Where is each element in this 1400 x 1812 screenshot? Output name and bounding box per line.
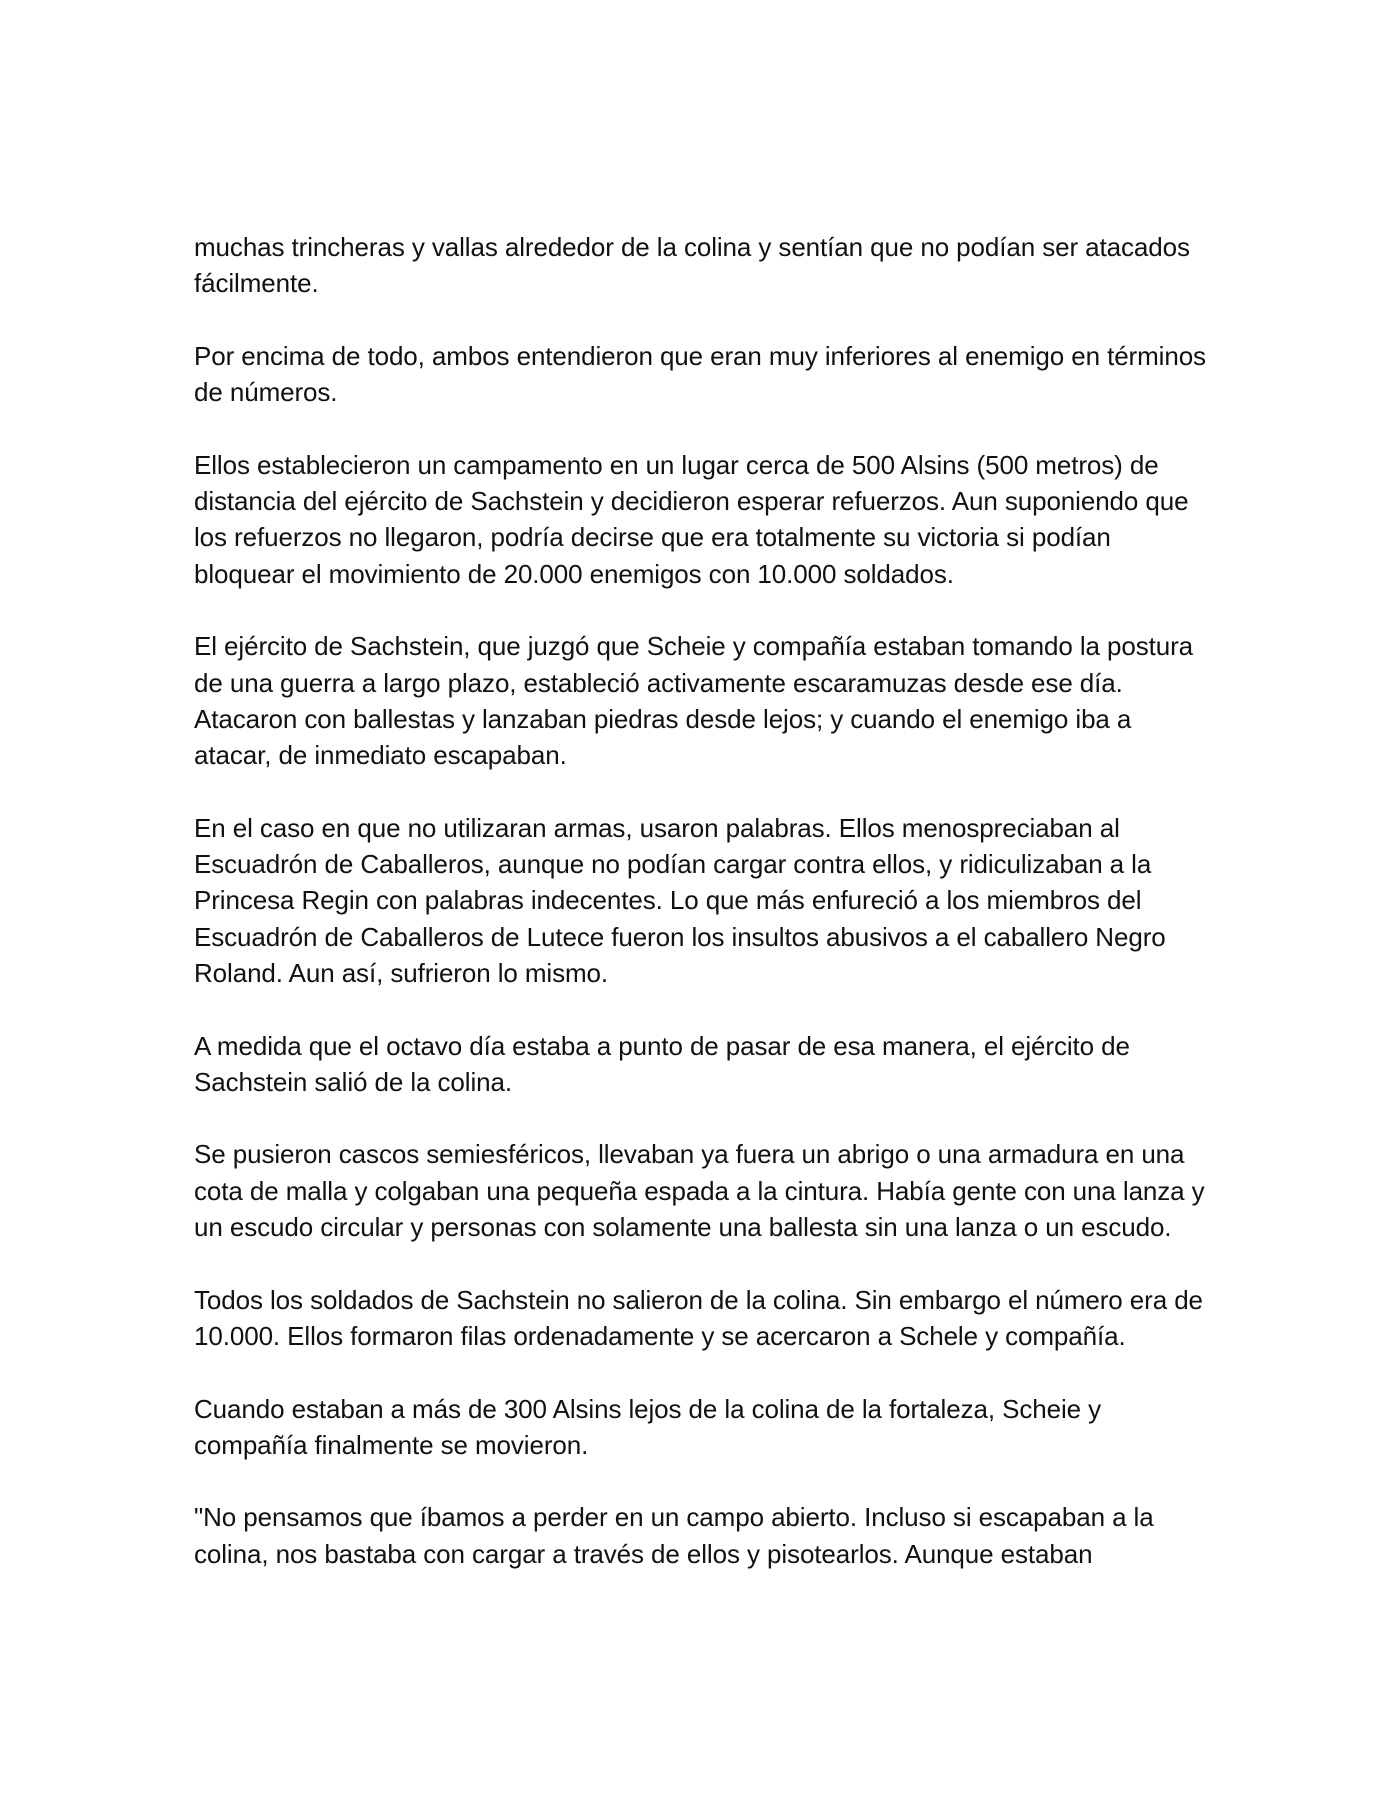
- paragraph: Ellos establecieron un campamento en un lugar cerca de 500 Alsins (500 metros) de distancia del ejército de Sachstein y decidieron esperar refuerzos. Aun suponiendo que los refuerzos no llegaron, podría decirse que era totalmente su victoria si podían bloquear el movimiento de 20.000 enemigos con 10.000 soldados.: [194, 449, 1189, 589]
- paragraph: Todos los soldados de Sachstein no salieron de la colina. Sin embargo el número era de 10.000. Ellos formaron filas ordenadamente y se acercaron a Schele y compañía.: [194, 1284, 1203, 1351]
- paragraph: Por encima de todo, ambos entendieron que eran muy inferiores al enemigo en términos de números.: [194, 340, 1206, 408]
- paragraph: En el caso en que no utilizaran armas, usaron palabras. Ellos menospreciaban al Escuadrón de Caballeros, aunque no podían cargar contra ellos, y ridiculizaban a la Princesa Regin con palabras indecentes. Lo que más enfureció a los miembros del Escuadrón de Caballeros de Lutece fueron los insultos abusivos a el caballero Negro Roland. Aun así, sufrieron lo mismo.: [194, 812, 1166, 988]
- paragraph: muchas trincheras y vallas alrededor de la colina y sentían que no podían ser atacados fácilmente.: [194, 232, 1190, 299]
- document-body: [194, 229, 1214, 1572]
- paragraph: El ejército de Sachstein, que juzgó que Scheie y compañía estaban tomando la postura de una guerra a largo plazo, estableció activamente escaramuzas desde ese día. Atacaron con ballestas y lanzaban piedras desde lejos; y cuando el enemigo iba a atacar, de inmediato escapaban.: [194, 631, 1194, 771]
- paragraph: Cuando estaban a más de 300 Alsins lejos de la colina de la fortaleza, Scheie y compañía finalmente se movieron.: [194, 1393, 1102, 1460]
- paragraph: Se pusieron cascos semiesféricos, llevaban ya fuera un abrigo o una armadura en una cota de malla y colgaban una pequeña espada a la cintura. Había gente con una lanza y un escudo circular y personas con solamente una ballesta sin una lanza o un escudo.: [194, 1139, 1205, 1243]
- paragraph: "No pensamos que íbamos a perder en un campo abierto. Incluso si escapaban a la colina, nos bastaba con cargar a través de ellos y pisotearlos. Aunque estaban: [194, 1502, 1154, 1569]
- paragraph: A medida que el octavo día estaba a punto de pasar de esa manera, el ejército de Sachstein salió de la colina.: [194, 1030, 1130, 1097]
